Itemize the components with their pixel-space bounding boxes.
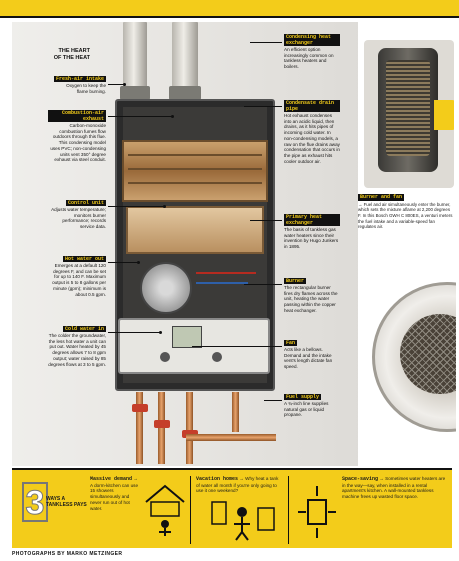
callout-title: Burner (286, 278, 305, 284)
leader-line (250, 220, 282, 221)
cold-water-valve (154, 420, 170, 428)
callout-title: Fresh-air intake (56, 76, 105, 82)
callout-body: Hot exhaust condenses into an acidic liquid, then drains, as it hits pipes of incoming cold water. In non-condensing models, a raw on the flue drains away condensation that occurs in the pipe as exhaust hits cooler outdoor air. (284, 113, 340, 164)
callout-fresh-air-intake (54, 76, 106, 94)
heat-exchanger-graphic (122, 140, 268, 202)
section-body: A dorm-kitchen can use 15 showers simultaneously and never run out of hot water. (90, 482, 139, 512)
section-divider (190, 476, 191, 544)
callout-condensate-drain (284, 100, 340, 165)
callout-body: Emerges at a default 120 degrees F, and can be set for up to 140 F. Maximum output is 5 to 8 gallons per minute (gpm); minimum is about 0.5 gpm. (52, 263, 106, 297)
section-body: Why heat a tank of water all month if you're only going to use it one weekend? (196, 476, 279, 494)
section-divider (288, 476, 289, 544)
leader-line (108, 206, 164, 207)
leader-dot (159, 331, 162, 334)
callout-body: Adjusts water temperature; monitors burner performance; records service data. (51, 207, 106, 230)
caption-body: → Fuel and air simultaneously enter the burner, which sets the mixture aflame at 2,200 degrees F. In this Bosch GWH C 800ES, a venturi meters the fuel intake and a variable-speed fan regulates air. (358, 201, 453, 230)
leader-line (108, 332, 160, 333)
wiring-red (196, 272, 256, 274)
callout-body: Oxygen to keep the flame burning. (66, 83, 106, 94)
callout-title: Cold water in (64, 326, 104, 332)
caption-title: Burner and fan (360, 194, 403, 200)
leader-line (108, 84, 124, 85)
callout-title: Control unit (67, 200, 104, 206)
callout-body: An efficient option increasingly common on tankless heaters and boilers. (284, 47, 334, 70)
callout-body: A ¾-inch line supplies natural gas or liquid propane. (284, 401, 329, 418)
top-accent-bar (0, 0, 459, 16)
callout-title: Combustion-air exhaust (48, 110, 106, 122)
leader-line (108, 116, 172, 117)
exhaust-pipe-collar (169, 86, 201, 100)
leader-line (108, 262, 138, 263)
callout-body: Acts like a bellows. Demand and the intake vent's length dictate fan speed. (284, 347, 333, 370)
callout-combustion-exhaust (48, 110, 106, 163)
section-body: Sometimes water heaters are in the way—say, when installed in a rental apartment's kitchen. A wall-mounted tankless machine frees up wasted floor space. (342, 476, 446, 500)
burner-graphic (126, 206, 264, 254)
dorm-shower-icon (142, 480, 188, 540)
big-number-three: 3 (22, 482, 48, 522)
callout-body: The rectangular burner fires dry flames across the unit, heating the water passing within the copper heat exchanger. (284, 285, 338, 313)
control-knob-left (160, 352, 170, 362)
callout-body: The colder the groundwater, the less hot water a unit can put out. Water heated by 45 degrees allows 7 to 8 gpm output; water raised by 85 degrees flows at 3 to 5 gpm. (48, 333, 106, 367)
fan-graphic (140, 262, 192, 314)
leader-dot (123, 83, 126, 86)
section-title: Space-saving (342, 476, 379, 482)
callout-control-unit (48, 200, 106, 230)
callout-cold-water-in (48, 326, 106, 367)
callout-burner (284, 278, 340, 314)
callout-primary-heat-exchanger (284, 214, 340, 250)
callout-fuel-supply (284, 394, 340, 418)
control-display (172, 326, 202, 348)
control-knob-right (212, 352, 222, 362)
leader-dot (137, 261, 140, 264)
leader-line (244, 284, 282, 285)
section-arrow: → (379, 476, 384, 481)
callout-body: The basis of tankless gas water heaters since their invention by Hugo Junkers in 1895. (284, 227, 339, 250)
fuel-supply-pipe (186, 392, 193, 464)
condensate-drain-pipe (232, 392, 239, 432)
section-title: Vacation homes (196, 476, 239, 482)
leader-dot (163, 205, 166, 208)
section-arrow: → (239, 476, 244, 481)
fuel-supply-line (186, 434, 276, 441)
callout-title: Condensate drain pipe (284, 100, 340, 112)
callout-title: Primary heat exchanger (284, 214, 340, 226)
leader-line (264, 400, 282, 401)
callout-title: Condensing heat exchanger (284, 34, 340, 46)
section-arrow: → (133, 476, 138, 481)
leader-dot (171, 115, 174, 118)
heart-of-heat-label: THE HEART OF THE HEAT (53, 48, 90, 61)
leader-line (250, 42, 282, 43)
callout-fan (284, 340, 340, 370)
callout-title: Fuel supply (286, 394, 320, 400)
leader-line (192, 346, 282, 347)
section-massive-demand (90, 476, 138, 546)
callout-body: Carbon-monoxide combustion fumes flow outdoors through this flue. This condensing model uses PVC; non-condensing units vent 350° degree exhaust via steel conduit. (50, 123, 106, 163)
wiring-blue (196, 282, 248, 284)
yellow-duct (434, 100, 454, 130)
venturi-photo (360, 252, 456, 464)
burner-and-fan-caption (358, 194, 454, 230)
section-space-saving (342, 476, 446, 546)
callout-condensing-heat-exchanger (284, 34, 340, 70)
section-title: Massive demand (90, 476, 133, 482)
callout-title: Fan (286, 340, 296, 346)
space-saving-icon (296, 484, 338, 540)
callout-title: Hot water out (64, 256, 104, 262)
cold-water-pipe (158, 392, 165, 464)
photo-credit: PHOTOGRAPHS BY MARKO METZINGER (12, 551, 123, 557)
burner-grill (386, 60, 430, 156)
ways-label: WAYS A TANKLESS PAYS (46, 496, 87, 508)
hot-water-valve (132, 404, 148, 412)
leader-line (244, 106, 282, 107)
hot-water-pipe (136, 392, 143, 464)
callout-hot-water-out (48, 256, 106, 297)
three-ways-strip (12, 468, 452, 548)
vacation-home-icon (208, 498, 280, 542)
intake-pipe-collar (120, 86, 150, 100)
top-rule (0, 16, 459, 18)
burner-fan-photo (364, 40, 454, 188)
